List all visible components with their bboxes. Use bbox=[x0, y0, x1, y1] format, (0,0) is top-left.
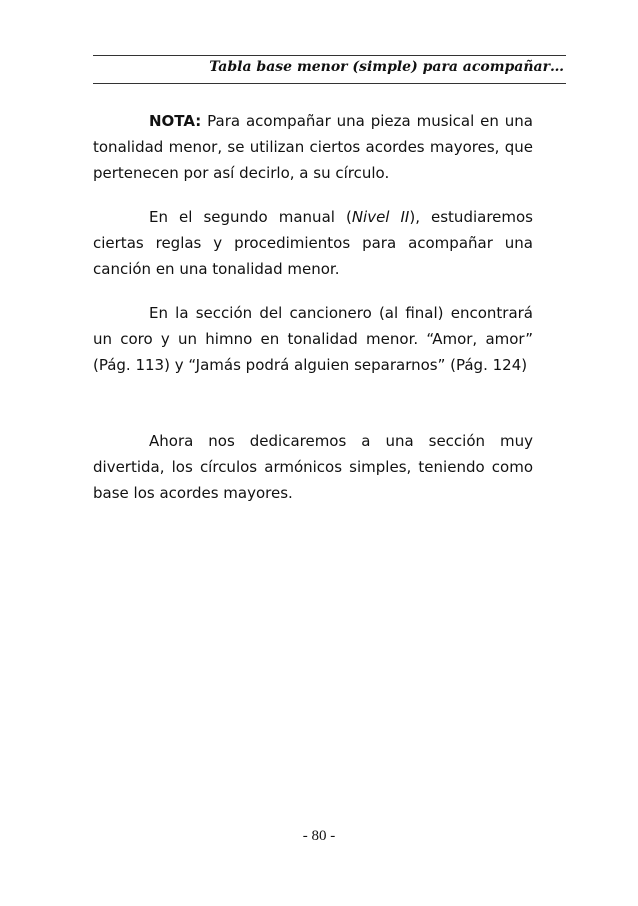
header-rule-bottom bbox=[93, 83, 566, 84]
songbook-paragraph: En la sección del cancionero (al final) encontrará un coro y un himno en tonalidad menor. “Amor, amor” (Pág. 113) y “Jamás podrá alguien separarnos” (Pág. 124) bbox=[93, 304, 533, 374]
harmonic-circles-paragraph: Ahora nos dedicaremos a una sección muy divertida, los círculos armónicos simples, teniendo como base los acordes mayores. bbox=[93, 432, 533, 502]
note-text: Para acompañar una pieza musical en una tonalidad menor, se utilizan ciertos acordes mayores, que pertenecen por así decirlo, a su círculo. bbox=[93, 112, 533, 182]
page-number: - 80 - bbox=[302, 828, 336, 844]
header-rule-top bbox=[93, 55, 566, 56]
page-content bbox=[93, 108, 533, 524]
running-header: Tabla base menor (simple) para acompañar… bbox=[209, 59, 564, 75]
second-manual-text-before: En el segundo manual ( bbox=[149, 208, 352, 226]
second-manual-paragraph bbox=[93, 204, 533, 282]
note-label: NOTA: bbox=[149, 112, 202, 130]
note-paragraph bbox=[93, 108, 533, 186]
second-manual-text-after: ), estudiaremos ciertas reglas y procedimientos para acompañar una canción en una tonalidad menor. bbox=[93, 208, 533, 278]
level-reference: Nivel II bbox=[351, 208, 410, 226]
